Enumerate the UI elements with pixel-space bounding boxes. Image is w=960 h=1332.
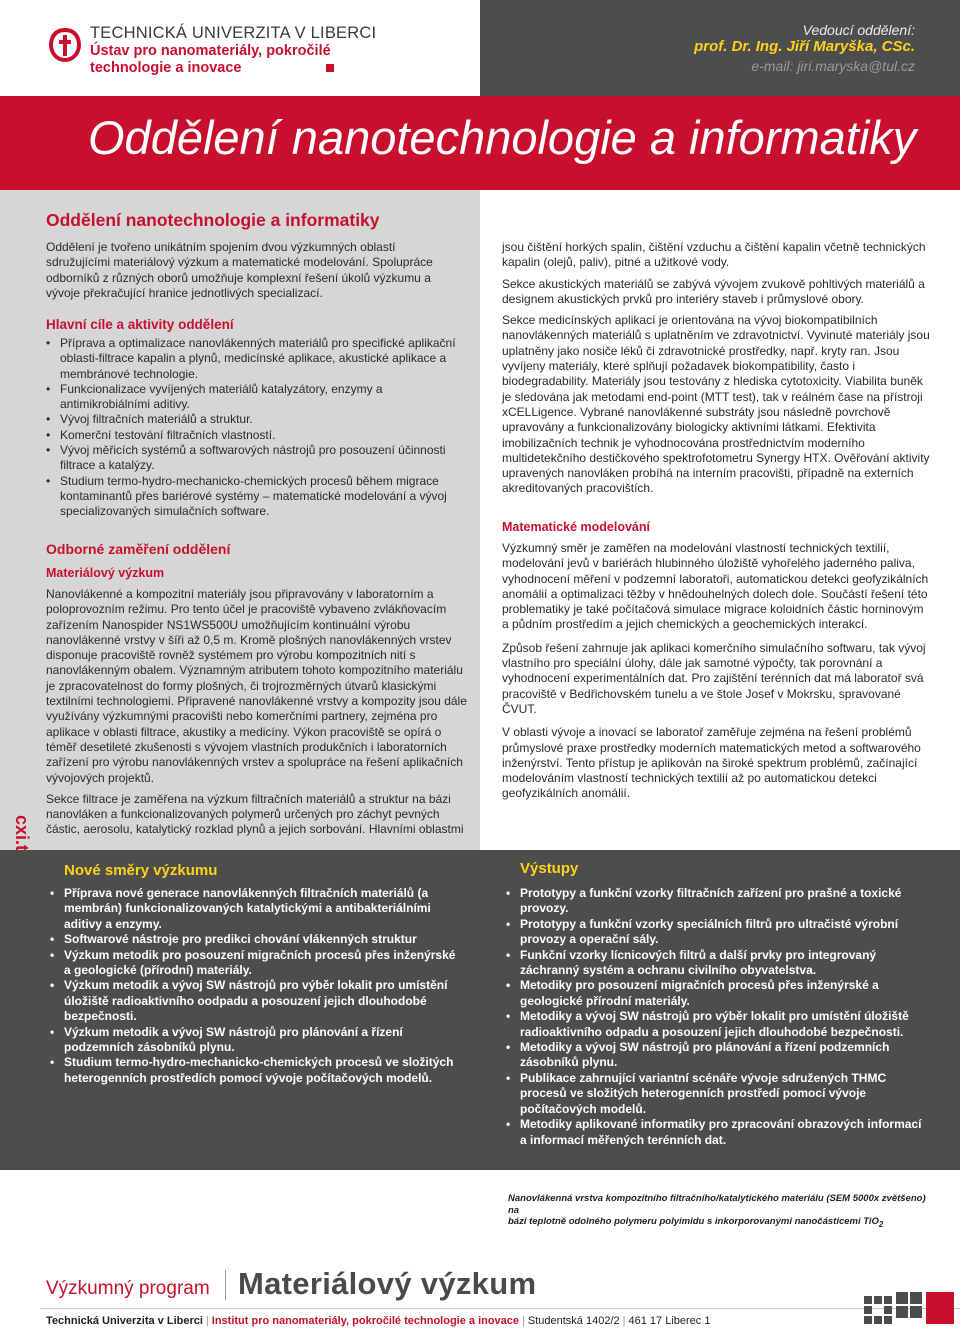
head-email-link[interactable]: e-mail: jiri.maryska@tul.cz bbox=[751, 58, 915, 74]
footer-org: Technická Univerzita v Liberci bbox=[46, 1315, 203, 1327]
math-heading: Matematické modelování bbox=[502, 520, 650, 534]
list-item: • Výzkum metodik a vývoj SW nástrojů pro plánování a řízení podzemních zásobníků plynu. bbox=[50, 1025, 460, 1056]
math-text bbox=[502, 541, 932, 802]
list-item: • Studium termo-hydro-mechanicko-chemických procesů ve složitých heterogenních prostředích pomocí vývoje počítačových modelů. bbox=[50, 1055, 460, 1086]
list-item: • Metodiky a vývoj SW nástrojů pro výběr lokalit pro umístění úložiště radioaktivního odpadu a posouzení jejich dlouhodobé bezpečnosti. bbox=[506, 1009, 926, 1040]
goals-list bbox=[46, 336, 456, 520]
outputs-heading: Výstupy bbox=[520, 860, 579, 877]
list-item: • Vývoj filtračních materiálů a struktur. bbox=[46, 412, 456, 427]
program-label: Výzkumný program bbox=[46, 1278, 210, 1299]
focus-heading: Odborné zaměření oddělení bbox=[46, 541, 231, 557]
material-paragraph-2: Sekce filtrace je zaměřena na výzkum filtračních materiálů a struktur na bázi nanovláken a funkcionalizovaných polymerů určených pro záchyt pevných částic, aerosolu, katalytický rozklad plynů a jejich sorbování. Hlavními oblastmi bbox=[46, 791, 464, 837]
material-text bbox=[46, 587, 468, 838]
list-item: • Publikace zahrnující variantní scénáře vývoje sdružených THMC procesů ve složitých heterogenních prostředí pomocí vývoje počítačových modelů. bbox=[506, 1071, 926, 1117]
footer-address-1: Studentská 1402/2 bbox=[527, 1315, 620, 1327]
intro-paragraph: Oddělení je tvořeno unikátním spojením dvou výzkumných oblastí sdružujícími materiálový výzkum a matematické modelování. Spolupráce odborníků z různých oborů umožňuje komplexní řešení úkolů výzkumu a vývoje překračující hranice jednotlivých specializací. bbox=[46, 240, 433, 300]
footer-address: Technická Univerzita v Liberci | Institut pro nanomateriály, pokročilé technologie a inovace | Studentská 1402/2 | 461 17 Liberec 1 bbox=[46, 1315, 711, 1327]
list-item: • Funkční vzorky lícnicových filtrů a další prvky pro integrovaný záchranný systém a ochranu civilního obyvatelstva. bbox=[506, 948, 926, 979]
goals-heading: Hlavní cíle a aktivity oddělení bbox=[46, 317, 234, 332]
institute-name-line1: Ústav pro nanomateriály, pokročilé bbox=[90, 43, 331, 59]
list-item: • Metodiky pro posouzení migračních procesů přes inženýrské a geologické přírodní materiály. bbox=[506, 978, 926, 1009]
program-divider bbox=[225, 1270, 226, 1300]
material-paragraph-1: Nanovlákenné a kompozitní materiály jsou připravovány v laboratorním a poloprovozním režimu. Pro tento účel je pracoviště vybaveno zvlákňovacím zařízením Nanospider NS1WS500U umožňujícím kontinuální výrobu nanovlákenné vrstvy v šíři až 0,5 m. Kromě plošných nanovlákenných vrstev disponuje pracoviště rovněž systémem pro výrobu kompozitních nití s nanovlákenným obalem. Významným atributem tohoto kompozitního materiálu je zpracovatelnost do formy plošných, či trojrozměrných útvarů klasickými textilními technologiemi. Připravené nanovlákenné vrstvy a kompozity jsou dále využívány výzkumnými pracovišti nebo komerčními partnery, zejména pro aplikace v oblasti filtrace, akustiky a medicíny. Výkon pracoviště se opírá o téměř desetileté zkušenosti s vývojem vlastních produkčních i laboratorních zařízení pro výrobu nanovlákenných vrstev a spolupráce na řešení aplikačních vývojových projektů. bbox=[46, 587, 467, 785]
list-item: • Softwarové nástroje pro predikci chování vlákenných struktur bbox=[50, 932, 460, 947]
list-item: • Metodiky a vývoj SW nástrojů pro plánování a řízení podzemních zásobníků plynu. bbox=[506, 1040, 926, 1071]
institute-name-line2: technologie a inovace bbox=[90, 60, 242, 76]
footer-divider bbox=[40, 1308, 960, 1309]
list-item: • Výzkum metodik a vývoj SW nástrojů pro výběr lokalit pro umístění úložiště radioaktivního oodpadu a posouzení jejich dlouhodobé bezpečnosti. bbox=[50, 978, 460, 1024]
footer-institute: Institut pro nanomateriály, pokročilé technologie a inovace bbox=[211, 1315, 520, 1327]
red-square-icon bbox=[326, 64, 334, 72]
new-directions-heading: Nové směry výzkumu bbox=[64, 862, 218, 879]
list-item: • Funkcionalizace vyvíjených materiálů katalyzátory, enzymy a antimikrobiálními aditivy. bbox=[46, 382, 456, 413]
head-label: Vedoucí oddělení: bbox=[802, 22, 915, 38]
math-paragraph-3: V oblasti vývoje a inovací se laboratoř zaměřuje zejména na řešení problémů průmyslové praxe prostředky moderních matematických metod a softwarového inženýrství. Tento přístup je aplikován na široké spektrum problémů, začínající modelováním vlastností technických textilií až po automatickou detekci geofyzikálních anomálií. bbox=[502, 725, 921, 801]
caption-line-1: Nanovlákenná vrstva kompozitního filtračního/katalytického materiálu (SEM 5000x zvětšeno) na bbox=[508, 1193, 926, 1216]
caption-subscript: 2 bbox=[878, 1219, 884, 1229]
footer-address-2: 461 17 Liberec 1 bbox=[628, 1315, 711, 1327]
right-column-text bbox=[502, 240, 932, 497]
list-item: • Výzkum metodik pro posouzení migračních procesů přes inženýrské a geologické (přírodní) materiály. bbox=[50, 948, 460, 979]
material-heading: Materiálový výzkum bbox=[46, 566, 165, 580]
math-paragraph-1: Výzkumný směr je zaměřen na modelování vlastností technických textilií, modelování jevů v bariérách hlubinného úložiště vyhořelého jaderného paliva, vyhodnocení měření v podzemní laboratoři, automatickou detekci geofyzikálních anomálií a optimalizaci těžby v hnědouhelných dolech dole. Součástí řešení této problematiky je také počítačová simulace migrace koloidních částic horninovým a půdním prostředím a jejich chemických a geochemických interakcí. bbox=[502, 541, 929, 632]
math-paragraph-2: Způsob řešení zahrnuje jak aplikaci komerčního simulačního softwaru, tak vývoj vlastního pro speciální úlohy, dále jak samotné výpočty, tak porovnání a vyhodnocení experimentálních dat. Pro zajištění terénních dat má laboratoř svá pracoviště v Bedřichovském tunelu a ve štole Josef v Mokrsku, spravované ČVUT. bbox=[502, 640, 926, 716]
right-paragraph-2: Sekce akustických materiálů se zabývá vývojem zvukově pohltivých materiálů a designem akustických prvků pro interiéry staveb i průmyslové obory. bbox=[502, 276, 925, 306]
program-title: Materiálový výzkum bbox=[238, 1266, 537, 1301]
caption-line-2: bázi teplotně odolného polymeru polyimidu s inkorporovanými nanočásticemi TiO bbox=[508, 1216, 879, 1227]
image-caption bbox=[508, 1193, 933, 1230]
new-directions-list bbox=[50, 886, 460, 1086]
right-paragraph-3: Sekce medicínských aplikací je orientována na vývoj biokompatibilních nanovlákenných materiálů s uplatněním ve zdravotnictví. Vyvinuté materiály jsou uplatněny jako nosiče léků či zdravotnické prostředky, např. kryty ran. Jsou vyvíjeny materiály, které splňují požadavek biokompatibility, často i biodegradability. Materiály jsou testovány z hlediska cytotoxicity. Viabilita buněk je sledována jak metodami end-point (MTT test), tak v reálném čase na přístroji xCELLigence. Vybrané nanovlákenné substráty jsou následně povrchově upravovány a funkcionalizovány biologicky aktivními látkami. Efektivita imobilizačních technik je vyhodnocována prostřednictvím moderního multidetekčního destičkového spektrofotometru Synergy HTX. Ověřování aktivity upravených nanovláken probíhá na interním pracovišti, případně na externích akreditovaných pracovištích. bbox=[502, 313, 930, 496]
list-item: • Příprava a optimalizace nanovlákenných materiálů pro specifické aplikační oblasti-filtrace kapalin a plynů, medicínské aplikace, akustické aplikace a membránové technologie. bbox=[46, 336, 456, 382]
institute-grid-logo-icon bbox=[864, 1292, 956, 1328]
banner-title: Oddělení nanotechnologie a informatiky bbox=[88, 111, 917, 164]
list-item: • Vývoj měřicích systémů a softwarových nástrojů pro posouzení účinnosti filtrace a katalýzy. bbox=[46, 443, 456, 474]
list-item: • Metodiky aplikované informatiky pro zpracování obrazových informací a informací měřených terénních dat. bbox=[506, 1117, 926, 1148]
list-item: • Příprava nové generace nanovlákenných filtračních materiálů (a membrán) funkcionalizovaných katalytickými a antibakteriálními aditivy a enzymy. bbox=[50, 886, 460, 932]
section-title: Oddělení nanotechnologie a informatiky bbox=[46, 210, 380, 230]
list-item: • Komerční testování filtračních vlastností. bbox=[46, 428, 456, 443]
list-item: • Prototypy a funkční vzorky filtračních zařízení pro prašné a toxické provozy. bbox=[506, 886, 926, 917]
university-logo-icon bbox=[46, 26, 84, 64]
university-name: TECHNICKÁ UNIVERZITA V LIBERCI bbox=[90, 24, 377, 42]
head-name: prof. Dr. Ing. Jiří Maryška, CSc. bbox=[694, 38, 915, 55]
list-item: • Studium termo-hydro-mechanicko-chemických procesů během migrace kontaminantů přes bariérové systémy – matematické modelování a vývoj specializovaných simulačních software. bbox=[46, 474, 456, 520]
outputs-list bbox=[506, 886, 926, 1148]
right-paragraph-1: jsou čištění horkých spalin, čištění vzduchu a čištění kapalin včetně technických kapalin (olejů, paliv), pitné a užitkové vody. bbox=[502, 240, 926, 270]
list-item: • Prototypy a funkční vzorky speciálních filtrů pro ultračisté výrobní provozy a operační sály. bbox=[506, 917, 926, 948]
